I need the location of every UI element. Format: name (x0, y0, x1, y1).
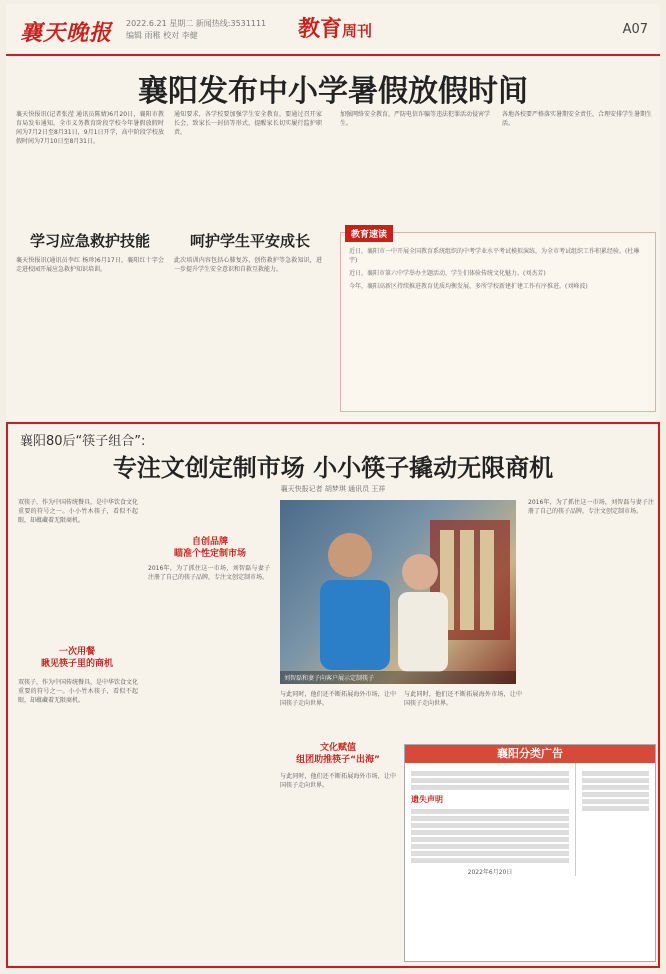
main-article-col2: 通知要求，各学校要加强学生安全教育，要通过召开家长会、致家长一封信等形式，提醒家长切实履行监护职责。 (174, 111, 322, 136)
ad-line (411, 844, 569, 849)
ad-line (411, 785, 569, 790)
ad-line (582, 799, 649, 804)
ad-line (582, 785, 649, 790)
masthead-editors: 编辑 雨稚 校对 李健 (126, 31, 198, 40)
newspaper-page (6, 4, 660, 968)
ads-header: 襄阳分类广告 (405, 745, 655, 763)
sub-article-col1: 襄天快报讯(通讯员李红 杨珍)6月17日，襄阳红十字会走进校园开展应急救护知识培训。 (16, 257, 164, 273)
feature-photo (280, 500, 516, 684)
feature-subhead-c: 文化赋值 组团助推筷子“出海” (296, 743, 380, 765)
ad-date: 2022年6月20日 (467, 869, 513, 876)
masthead-date: 2022.6.21 星期二 新闻热线:3531111 (126, 19, 267, 28)
ad-line (582, 771, 649, 776)
main-article-col1: 襄天快报讯(记者张滢 通讯员陈婧)6月20日，襄阳市教育局发布通知，全市义务教育阶段学校今年暑假放假时间为7月2日至8月31日，9月1日开学，高中阶段学校放假时间为7月10日至8月31日。 (16, 111, 164, 145)
feature-headline: 专注文创定制市场 小小筷子撬动无限商机 (112, 454, 554, 482)
lost-notice-title: 遗失声明 (411, 795, 443, 804)
feature-kicker: 襄阳80后“筷子组合”: (20, 434, 146, 449)
sub-headline-right: 呵护学生平安成长 (190, 232, 311, 250)
sub-article-col2: 此次培训内容包括心肺复苏、创伤救护等急救知识，进一步提升学生安全意识和自救互救能力。 (174, 257, 322, 273)
feature-byline: 襄天快报记者 胡梦琪 通讯员 王祥 (280, 485, 386, 493)
feature-col5: 2016年，为了抓住这一市场，刘智磊与妻子注册了自己的筷子品牌，专注文创定制市场。 (528, 499, 654, 515)
feature-col1: 双筷子，作为中国传统餐具，是中华饮食文化重要的符号之一。小小竹木筷子，看似不起眼，却蕴藏着无限商机。 (18, 499, 138, 524)
ad-line (582, 806, 649, 811)
ad-line (411, 823, 569, 828)
main-article-col3: 加强网络安全教育，严防电信诈骗等违法犯罪活动侵害学生。 (340, 111, 490, 127)
feature-col2: 2016年，为了抓住这一市场，刘智磊与妻子注册了自己的筷子品牌，专注文创定制市场。 (148, 565, 270, 581)
section-suffix: 周刊 (342, 22, 373, 40)
ad-line (411, 830, 569, 835)
photo-illustration (280, 500, 516, 684)
briefs-tag: 教育速读 (345, 225, 393, 242)
feature-col3: 与此同时，他们还不断拓展海外市场，让中国筷子走向世界。 (280, 773, 396, 789)
section-title (298, 12, 372, 43)
ad-line (411, 851, 569, 856)
feature-article (6, 422, 660, 968)
ad-line (411, 816, 569, 821)
page-number: A07 (622, 22, 648, 37)
brief-item: 近日，襄阳市第六中学举办主题活动，学生们体验传统文化魅力。(刘杰芳) (349, 270, 546, 277)
feature-col3-top: 与此同时，他们还不断拓展海外市场，让中国筷子走向世界。 (280, 691, 396, 707)
ad-line (582, 778, 649, 783)
main-article-col4: 各地各校要严格落实暑期安全责任，合理安排学生暑期生活。 (502, 111, 652, 127)
ad-line (411, 778, 569, 783)
masthead (6, 4, 660, 56)
feature-col4: 与此同时，他们还不断拓展海外市场，让中国筷子走向世界。 (404, 691, 522, 707)
education-briefs (340, 232, 656, 412)
masthead-info (126, 18, 266, 42)
classified-ads (404, 744, 656, 962)
ad-line (411, 809, 569, 814)
main-headline: 襄阳发布中小学暑假放假时间 (138, 74, 528, 109)
brief-item: 近日，襄阳市一中开展全国教育系统组织的中考学业水平考试模拟演练，为全市考试组织工作积累经验。(杜琳宇) (349, 248, 640, 264)
feature-subhead-a: 自创品牌 瞄准个性定制市场 (173, 537, 246, 559)
newspaper-logo: 襄天晚报 (20, 20, 113, 46)
ad-line (582, 792, 649, 797)
ad-line (411, 837, 569, 842)
feature-subhead-b: 一次用餐 瞅见筷子里的商机 (40, 647, 113, 669)
ad-line (411, 771, 569, 776)
photo-caption: 刘智磊和妻子向客户展示定制筷子 (280, 671, 516, 684)
feature-col1b: 双筷子，作为中国传统餐具，是中华饮食文化重要的符号之一。小小竹木筷子，看似不起眼，却蕴藏着无限商机。 (18, 679, 138, 704)
sub-headline-left: 学习应急救护技能 (30, 232, 151, 250)
brief-item: 今年，襄阳高新区持续推进教育优质均衡发展，多所学校新建扩建工作有序推进。(刘峰波) (349, 283, 588, 290)
section-name: 教育 (298, 17, 343, 42)
ad-line (411, 858, 569, 863)
